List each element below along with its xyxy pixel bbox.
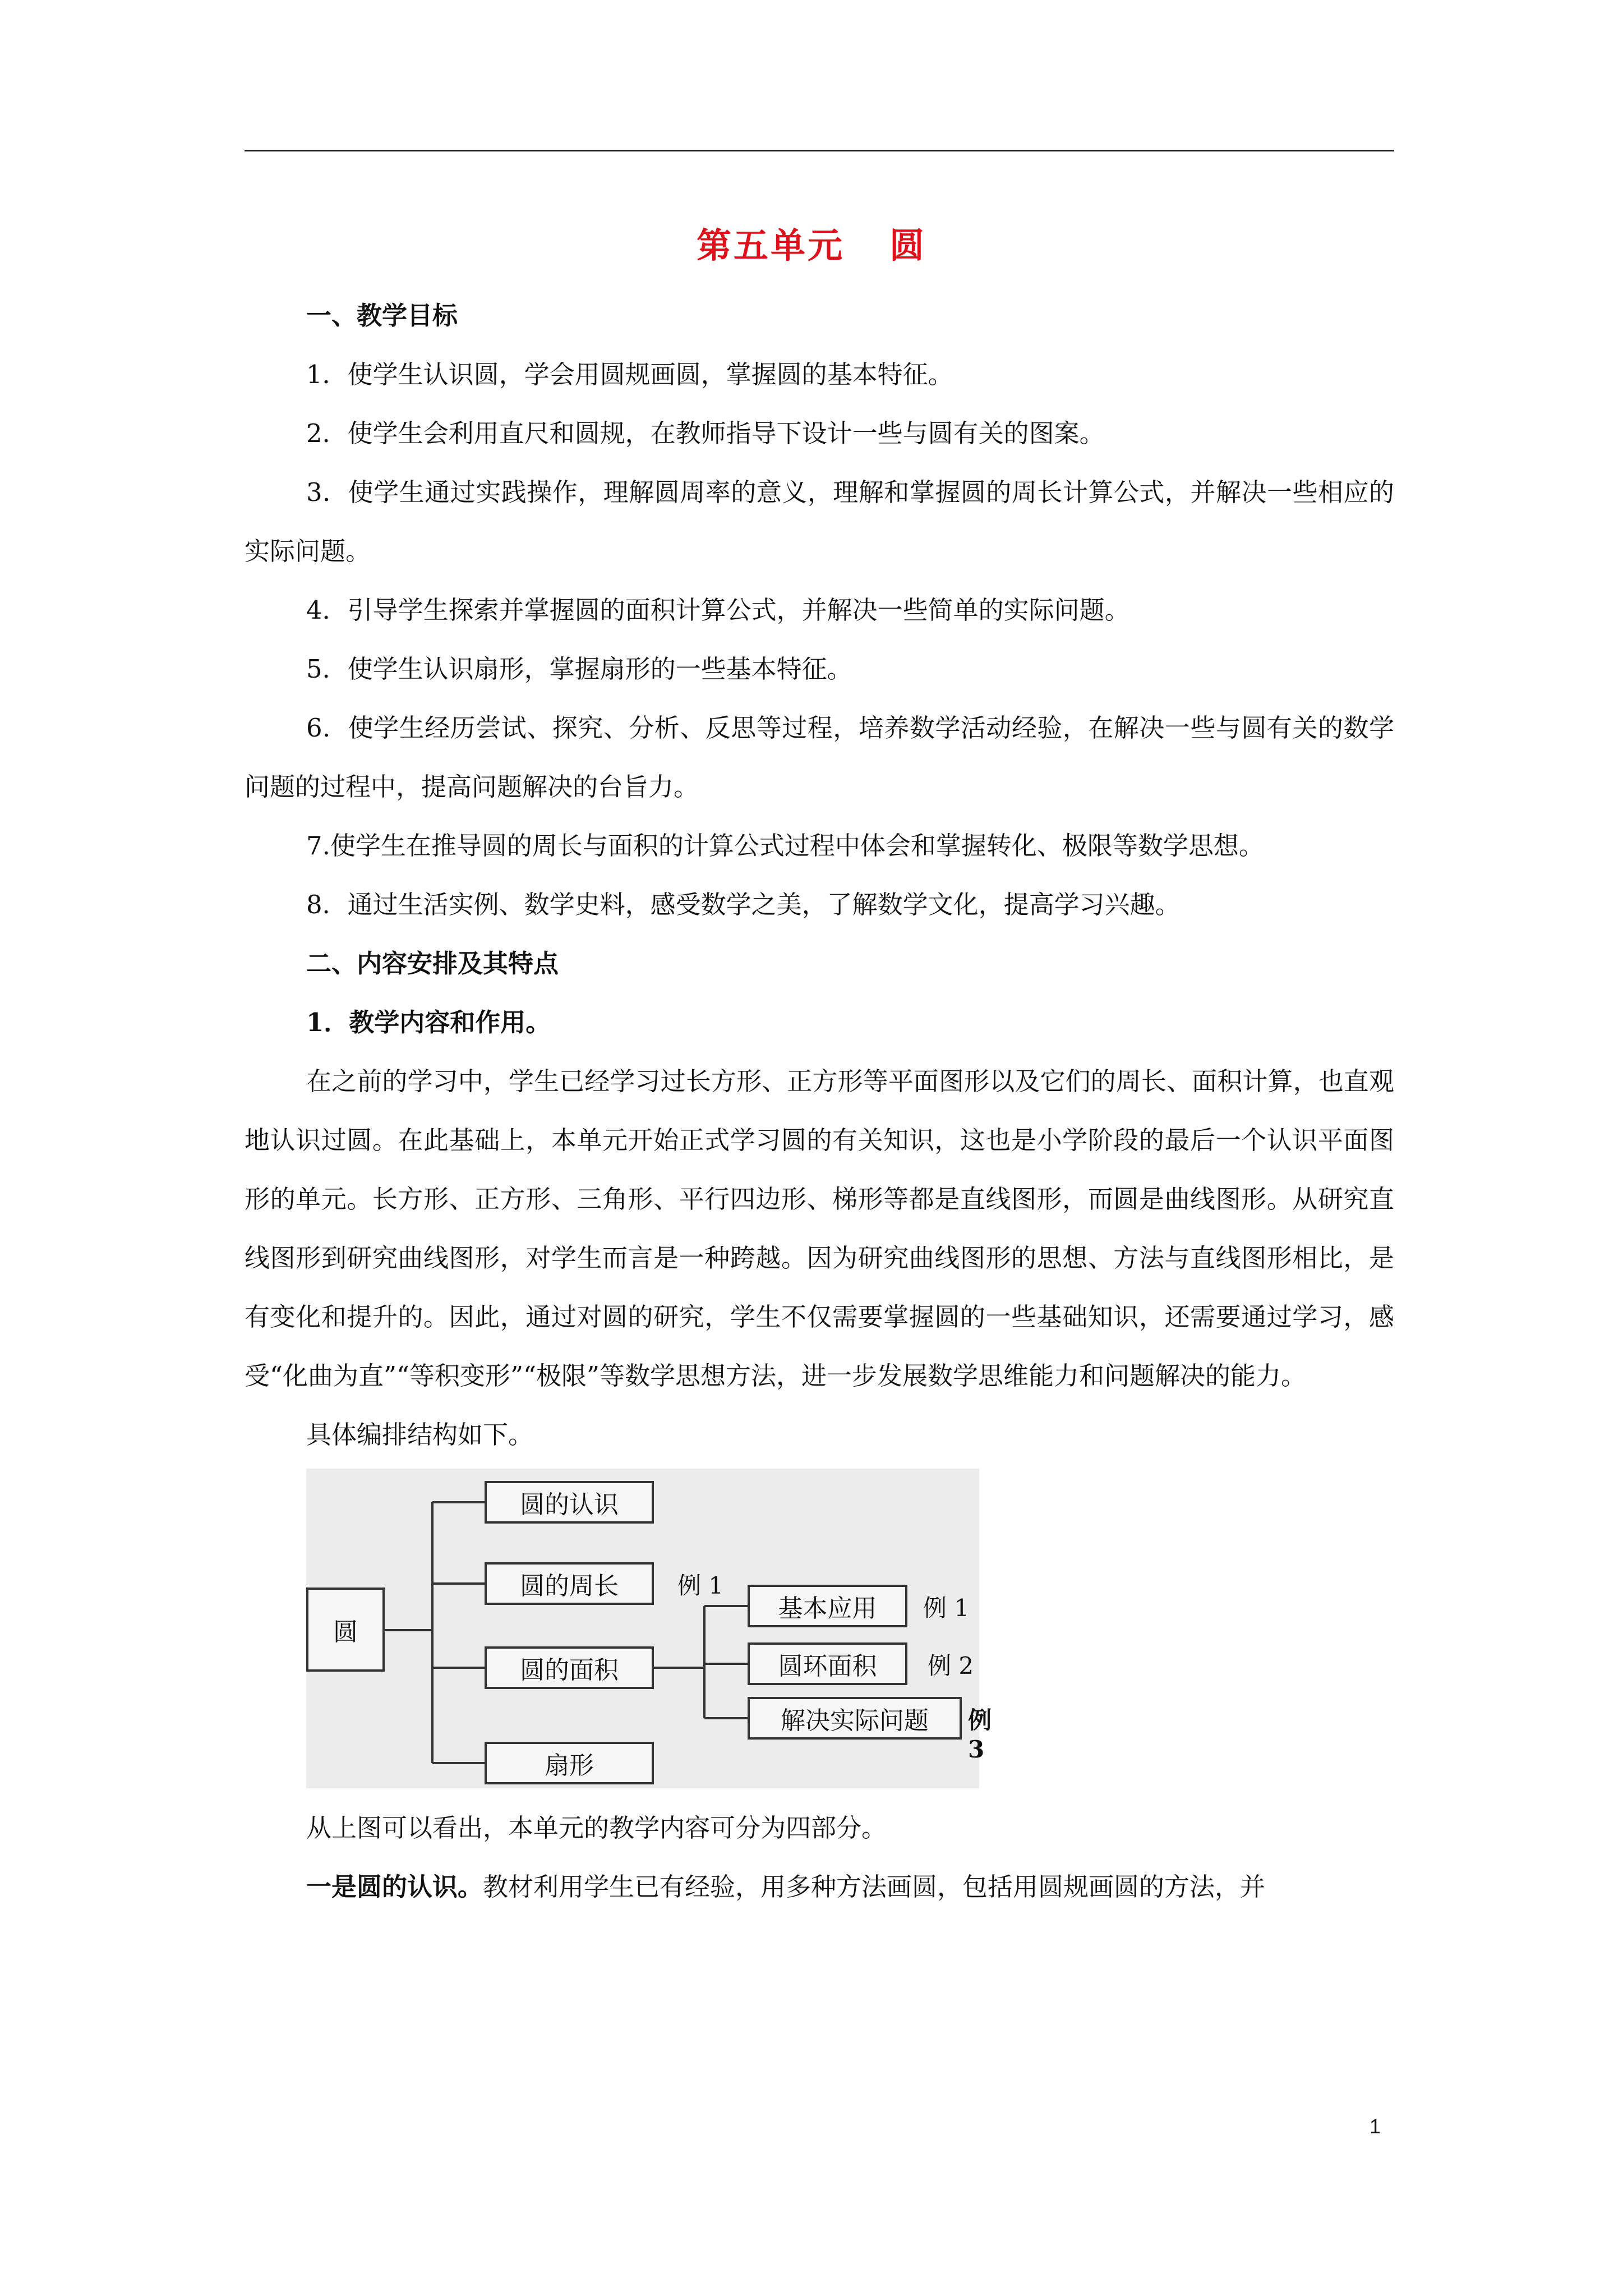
example-label: 例 1: [923, 1594, 970, 1622]
diagram-node-perimeter: 圆的周长: [485, 1562, 654, 1605]
page-title: [0, 218, 1623, 268]
diagram-root-circle: 圆: [306, 1588, 385, 1672]
goal-item: 3．使学生通过实践操作，理解圆周率的意义，理解和掌握圆的周长计算公式，并解决一些相应的实际问题。: [245, 477, 1394, 566]
goal-item: 5．使学生认识扇形，掌握扇形的一些基本特征。: [306, 654, 852, 684]
diagram-node-annulus-area: 圆环面积: [748, 1642, 907, 1685]
structure-diagram: [306, 1469, 992, 1788]
section1-heading: 一、教学目标: [306, 301, 458, 330]
diagram-node-basic-application: 基本应用: [748, 1585, 907, 1627]
part1-paragraph: [245, 1857, 1394, 1916]
goal-item: 6．使学生经历尝试、探究、分析、反思等过程，培养数学活动经验，在解决一些与圆有关的数学问题的过程中，提高问题解决的台旨力。: [245, 713, 1394, 802]
diagram-node-recognition: 圆的认识: [485, 1481, 654, 1524]
title-topic: 圆: [889, 225, 927, 266]
goal-item: 2．使学生会利用直尺和圆规，在教师指导下设计一些与圆有关的图案。: [306, 418, 1105, 448]
diagram-summary: 从上图可以看出，本单元的教学内容可分为四部分。: [306, 1813, 887, 1843]
diagram-node-sector: 扇形: [485, 1742, 654, 1784]
example-label: 例 3: [968, 1706, 992, 1763]
section2-subheading: 1．教学内容和作用。: [306, 1007, 551, 1037]
diagram-node-area: 圆的面积: [485, 1646, 654, 1689]
example-label: 例 2: [928, 1652, 974, 1680]
goal-item: 1．使学生认识圆，学会用圆规画圆，掌握圆的基本特征。: [306, 360, 953, 389]
section2-heading: 二、内容安排及其特点: [306, 949, 559, 978]
content-paragraph: 在之前的学习中，学生已经学习过长方形、正方形等平面图形以及它们的周长、面积计算，也直观地认识过圆。在此基础上，本单元开始正式学习圆的有关知识，这也是小学阶段的最后一个认识平面图形的单元。长方形、正方形、三角形、平行四边形、梯形等都是直线图形，而圆是曲线图形。从研究直线图形到研究曲线图形，对学生而言是一种跨越。因为研究曲线图形的思想、方法与直线图形相比，是有变化和提升的。因此，通过对圆的研究，学生不仅需要掌握圆的一些基础知识，还需要通过学习，感受“化曲为直”“等积变形”“极限”等数学思想方法，进一步发展数学思维能力和问题解决的能力。: [245, 1066, 1394, 1391]
goal-item: 8．通过生活实例、数学史料，感受数学之美，了解数学文化，提高学习兴趣。: [306, 890, 1181, 919]
goal-item: 7.使学生在推导圆的周长与面积的计算公式过程中体会和掌握转化、极限等数学思想。: [306, 831, 1264, 861]
diagram-node-practical-problems: 解决实际问题: [748, 1697, 962, 1740]
goal-item: 4．引导学生探索并掌握圆的面积计算公式，并解决一些简单的实际问题。: [306, 595, 1130, 625]
page-number: 1: [1370, 2115, 1381, 2138]
document-body: [245, 286, 1394, 1916]
title-unit: 第五单元: [696, 225, 845, 266]
part1-lead: 一是圆的认识。: [306, 1872, 483, 1902]
example-label: 例 1: [677, 1572, 724, 1599]
structure-intro: 具体编排结构如下。: [306, 1420, 534, 1450]
header-rule: [245, 150, 1394, 151]
part1-text: 教材利用学生已有经验，用多种方法画圆，包括用圆规画圆的方法，并: [483, 1872, 1266, 1902]
